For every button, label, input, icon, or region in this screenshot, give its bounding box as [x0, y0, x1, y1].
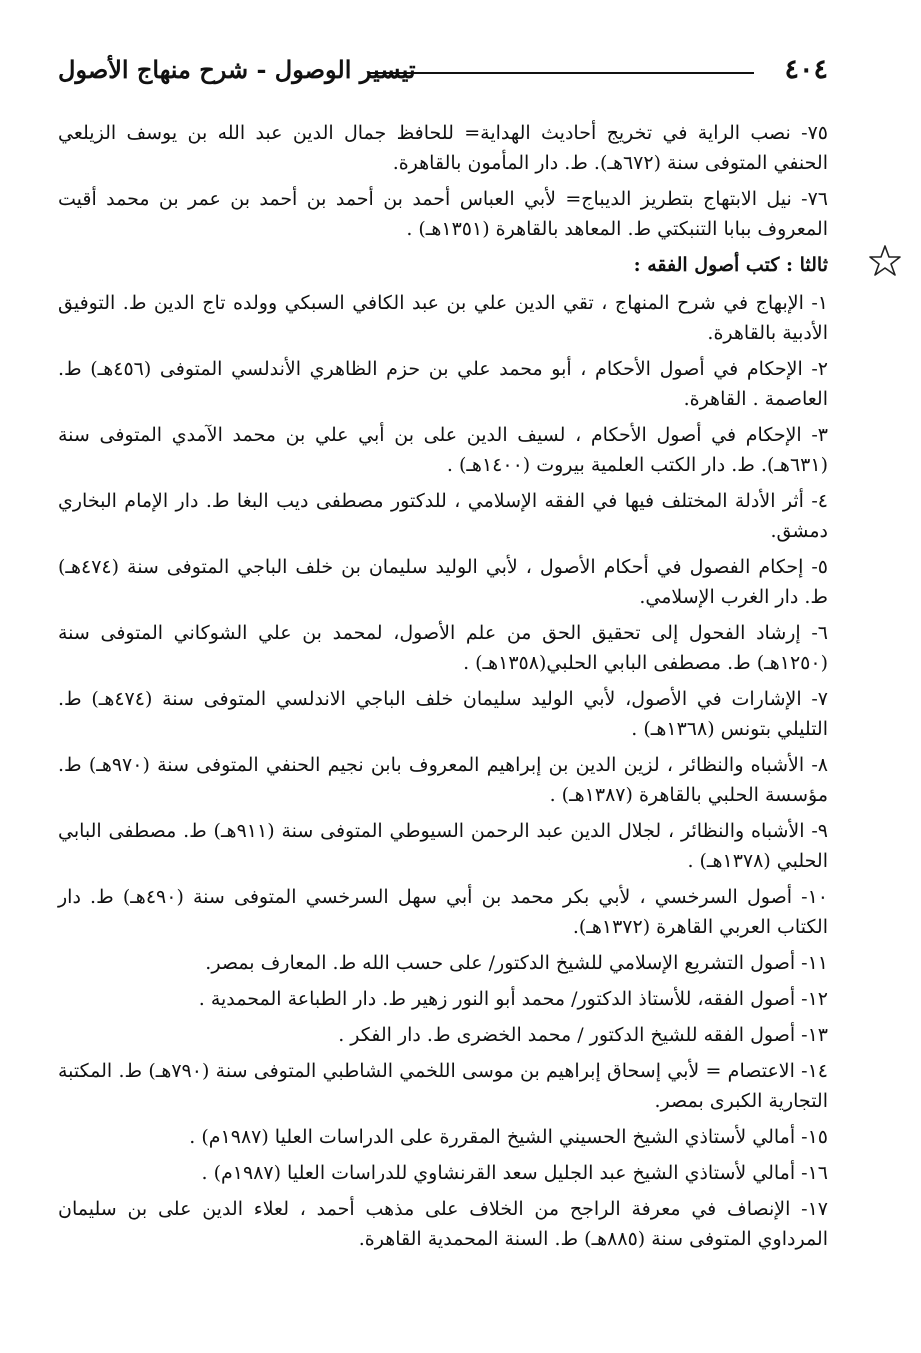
list-item: ١٦- أمالي لأستاذي الشيخ عبد الجليل سعد القرنشاوي للدراسات العليا (١٩٨٧م) .: [201, 1162, 828, 1184]
list-item: ١٢- أصول الفقه، للأستاذ الدكتور/ محمد أبو النور زهير ط. دار الطباعة المحمدية .: [198, 988, 828, 1010]
list-item: ١١- أصول التشريع الإسلامي للشيخ الدكتور/ على حسب الله ط. المعارف بمصر.: [205, 952, 828, 974]
list-item: ٦- إرشاد الفحول إلى تحقيق الحق من علم الأصول، لمحمد بن علي الشوكاني المتوفى سنة (١٢٥٠هـ) ط. مصطفى البابي الحلبي(١٣٥٨هـ) .: [58, 622, 828, 674]
book-title: تيسير الوصول - شرح منهاج الأصول: [58, 55, 416, 84]
star-icon: [868, 244, 902, 278]
list-item: ٥- إحكام الفصول في أحكام الأصول ، لأبي الوليد سليمان بن خلف الباجي المتوفى سنة (٤٧٤هـ) ط. دار الغرب الإسلامي.: [58, 556, 828, 608]
list-item: ٨- الأشباه والنظائر ، لزين الدين بن إبراهيم المعروف بابن نجيم الحنفي المتوفى سنة (٩٧٠هـ) ط. مؤسسة الحلبي بالقاهرة (١٣٨٧هـ) .: [58, 754, 828, 806]
page-number: ٤٠٤: [784, 54, 828, 85]
list-item: ١٥- أمالي لأستاذي الشيخ الحسيني الشيخ المقررة على الدراسات العليا (١٩٨٧م) .: [189, 1126, 828, 1148]
list-item: ١٧- الإنصاف في معرفة الراجح من الخلاف على مذهب أحمد ، لعلاء الدين على بن سليمان المرداوي المتوفى سنة (٨٨٥هـ) ط. السنة المحمدية القاهرة.: [58, 1198, 828, 1250]
header-rule: [368, 72, 754, 74]
list-item: ١٣- أصول الفقه للشيخ الدكتور / محمد الخضرى ط. دار الفكر .: [338, 1024, 828, 1046]
list-item: ١٠- أصول السرخسي ، لأبي بكر محمد بن أبي سهل السرخسي المتوفى سنة (٤٩٠هـ) ط. دار الكتاب العربي القاهرة (١٣٧٢هـ).: [58, 886, 828, 938]
list-item: ٢- الإحكام في أصول الأحكام ، أبو محمد علي بن حزم الظاهري الأندلسي المتوفى (٤٥٦هـ) ط. العاصمة . القاهرة.: [58, 358, 828, 410]
list-item: ٣- الإحكام في أصول الأحكام ، لسيف الدين على بن أبي علي بن محمد الآمدي المتوفى سنة (٦٣١هـ). ط. دار الكتب العلمية بيروت (١٤٠٠هـ) .: [58, 424, 828, 476]
section-heading: ثالثا : كتب أصول الفقه :: [633, 254, 828, 276]
list-item: ١- الإبهاج في شرح المنهاج ، تقي الدين علي بن عبد الكافي السبكي وولده تاج الدين ط. التوفيق الأدبية بالقاهرة.: [58, 292, 828, 344]
list-item: ٩- الأشباه والنظائر ، لجلال الدين عبد الرحمن السيوطي المتوفى سنة (٩١١هـ) ط. مصطفى البابي الحلبي (١٣٧٨هـ) .: [58, 820, 828, 872]
list-item: ٧٥- نصب الراية في تخريج أحاديث الهداية= للحافظ جمال الدين عبد الله بن يوسف الزيلعي الحنفي المتوفى سنة (٦٧٢هـ). ط. دار المأمون بالقاهرة.: [58, 122, 828, 174]
list-item: ٧٦- نيل الابتهاج بتطريز الديباج= لأبي العباس أحمد بن أحمد بن أحمد بن عمر بن محمد أقيت المعروف ببابا التنبكتي ط. المعاهد بالقاهرة (١٣٥١هـ) .: [58, 188, 828, 240]
list-item: ٤- أثر الأدلة المختلف فيها في الفقه الإسلامي ، للدكتور مصطفى ديب البغا ط. دار الإمام البخاري دمشق.: [58, 490, 828, 542]
list-item: ١٤- الاعتصام = لأبي إسحاق إبراهيم بن موسى اللخمي الشاطبي المتوفى سنة (٧٩٠هـ) ط. المكتبة التجارية الكبرى بمصر.: [58, 1060, 828, 1112]
page-header: [58, 50, 828, 90]
list-item: ٧- الإشارات في الأصول، لأبي الوليد سليمان خلف الباجي الاندلسي المتوفى سنة (٤٧٤هـ) ط. التليلي بتونس (١٣٦٨هـ) .: [58, 688, 828, 740]
reference-list: [58, 118, 828, 1260]
